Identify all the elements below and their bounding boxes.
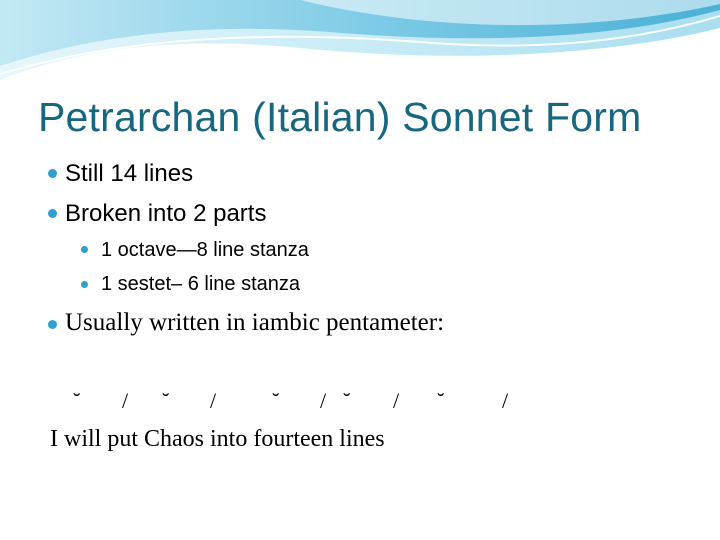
sub-bullet-sestet: 1 sestet– 6 line stanza xyxy=(101,273,301,295)
unstressed-mark: ˘ xyxy=(272,388,280,413)
bullet-iambic-pentameter: Usually written in iambic pentameter: xyxy=(65,309,445,336)
stressed-mark: / xyxy=(122,388,129,413)
bullet-still-14-lines: Still 14 lines xyxy=(65,160,194,187)
unstressed-mark: ˘ xyxy=(73,388,81,413)
header-wave-decoration xyxy=(0,0,720,90)
bullet-broken-into-parts: Broken into 2 parts xyxy=(65,200,267,227)
unstressed-mark: ˘ xyxy=(162,388,170,413)
example-line: I will put Chaos into fourteen lines xyxy=(50,426,385,452)
stressed-mark: / xyxy=(210,388,217,413)
sub-bullet-dot-icon xyxy=(81,246,88,253)
sub-bullet-dot-icon xyxy=(81,281,88,288)
bullet-dot-icon xyxy=(48,320,57,329)
slide-title: Petrarchan (Italian) Sonnet Form xyxy=(38,94,642,140)
stressed-mark: / xyxy=(320,388,327,413)
unstressed-mark: ˘ xyxy=(343,388,351,413)
sub-bullet-octave: 1 octave—8 line stanza xyxy=(101,239,309,261)
stressed-mark: / xyxy=(393,388,400,413)
bullet-dot-icon xyxy=(48,209,57,218)
stressed-mark: / xyxy=(502,388,509,413)
bullet-dot-icon xyxy=(48,169,57,178)
unstressed-mark: ˘ xyxy=(437,388,445,413)
